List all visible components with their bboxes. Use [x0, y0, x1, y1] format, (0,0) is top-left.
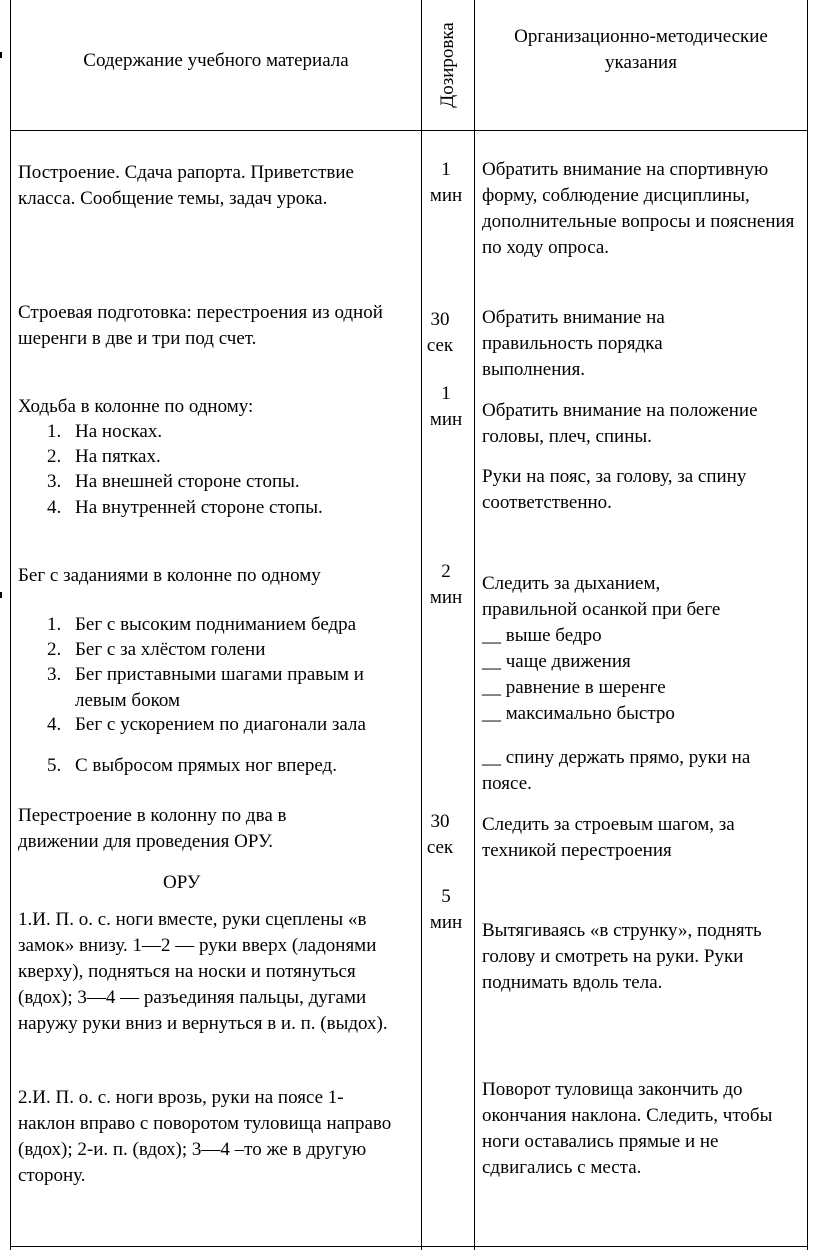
header-guidelines-cell — [475, 24, 807, 76]
content-walking: Ходьба в колонне по одному: — [18, 396, 254, 417]
dosage-value: 1 мин — [429, 383, 463, 430]
guideline-line: __ максимально быстро — [482, 703, 675, 724]
dosage-value: 30 сек — [426, 309, 454, 356]
header-guidelines-line1: Организационно-методические — [514, 26, 768, 47]
guideline-hands: Руки на пояс, за голову, за спину соответственно. — [482, 466, 747, 513]
header-bottom-rule — [10, 130, 808, 131]
content-exercise-2: 2.И. П. о. с. ноги врозь, руки на поясе 1- наклон вправо с поворотом туловища направо (вдох); 2-и. п. (вдох); 3—4 –то же в другую сторону. — [18, 1087, 392, 1186]
guideline-running — [482, 571, 800, 727]
guideline-marching: Следить за строевым шагом, за техникой перестроения — [482, 814, 735, 861]
guideline-line: __ чаще движения — [482, 651, 631, 672]
content-running: Бег с заданиями в колонне по одному — [18, 565, 321, 586]
dosage-value: 30 сек — [426, 811, 454, 858]
header-content-label: Содержание учебного материала — [83, 50, 349, 71]
left-edge-mark — [0, 592, 2, 598]
header-guidelines-line2: указания — [605, 52, 677, 73]
guideline-stretch: Вытягиваясь «в струнку», поднять голову и смотреть на руки. Руки поднимать вдоль тела. — [482, 920, 762, 993]
column-divider-1 — [421, 0, 422, 1250]
guideline-line: __ равнение в шеренге — [482, 677, 666, 698]
header-dosage-label: Дозировка — [437, 22, 458, 108]
table-border-right — [807, 0, 808, 1250]
column-divider-2 — [474, 0, 475, 1250]
content-regroup: Перестроение в колонну по два в движении для проведения ОРУ. — [18, 805, 287, 852]
guideline-torso: Поворот туловища закончить до окончания наклона. Следить, чтобы ноги оставались прямые и не сдвигались с места. — [482, 1079, 773, 1178]
table-border-left — [10, 0, 11, 1250]
header-content-cell — [11, 48, 421, 74]
content-drill: Строевая подготовка: перестроения из одной шеренги в две и три под счет. — [18, 302, 383, 349]
guideline-uniform: Обратить внимание на спортивную форму, соблюдение дисциплины, дополнительные вопросы и пояснения по ходу опроса. — [482, 159, 795, 258]
guideline-line: правильной осанкой при беге — [482, 599, 721, 620]
header-dosage-cell — [422, 0, 474, 130]
guideline-posture: Обратить внимание на положение головы, плеч, спины. — [482, 400, 758, 447]
guideline-drill: Обратить внимание на правильность порядка выполнения. — [482, 307, 665, 380]
guideline-line: Следить за дыханием, — [482, 573, 661, 594]
dosage-value: 1 мин — [429, 159, 463, 206]
dosage-value: 2 мин — [429, 561, 463, 608]
content-formation: Построение. Сдача рапорта. Приветствие класса. Сообщение темы, задач урока. — [18, 162, 354, 209]
guideline-back: __ спину держать прямо, руки на поясе. — [482, 747, 751, 794]
content-exercise-1: 1.И. П. о. с. ноги вместе, руки сцеплены «в замок» внизу. 1—2 — руки вверх (ладонями кверху), подняться на носки и потянуться (вдох); 3—4 — разъединяя пальцы, дугами наружу руки вниз и вернуться в и. п. (выдох). — [18, 909, 388, 1034]
guideline-line: __ выше бедро — [482, 625, 602, 646]
content-oru-title: ОРУ — [163, 872, 201, 893]
left-edge-mark — [0, 52, 2, 58]
dosage-value: 5 мин — [429, 886, 463, 933]
table-bottom-rule — [10, 1246, 808, 1247]
